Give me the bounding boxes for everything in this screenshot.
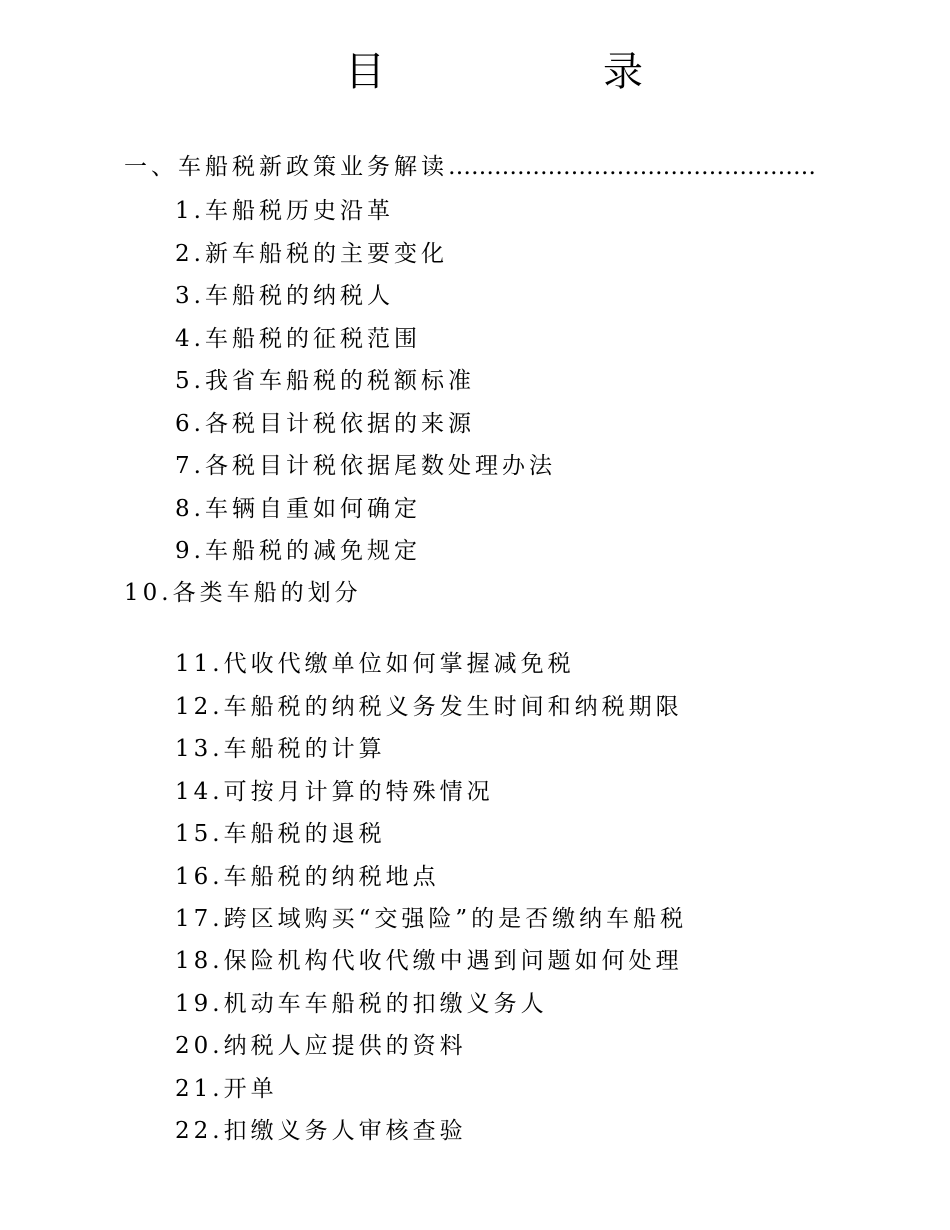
title-char-mu: 目	[345, 49, 385, 95]
toc-item-10[interactable]: 10.各类车船的划分	[124, 580, 362, 606]
toc-item-7[interactable]: 7.各税目计税依据尾数处理办法	[175, 453, 556, 479]
toc-item-16[interactable]: 16.车船税的纳税地点	[175, 864, 440, 890]
toc-item-17[interactable]: 17.跨区域购买“交强险”的是否缴纳车船税	[175, 906, 688, 932]
toc-item-13[interactable]: 13.车船税的计算	[175, 736, 386, 762]
toc-item-22[interactable]: 22.扣缴义务人审核查验	[175, 1118, 467, 1144]
title-char-lu: 录	[603, 49, 643, 95]
toc-item-9[interactable]: 9.车船税的减免规定	[175, 538, 421, 564]
toc-item-21[interactable]: 21.开单	[175, 1076, 278, 1102]
toc-item-11[interactable]: 11.代收代缴单位如何掌握减免税	[175, 651, 575, 677]
toc-section-1[interactable]	[124, 152, 816, 182]
toc-item-19[interactable]: 19.机动车车船税的扣缴义务人	[175, 991, 548, 1017]
toc-item-1[interactable]: 1.车船税历史沿革	[175, 198, 394, 224]
toc-item-4[interactable]: 4.车船税的征税范围	[175, 326, 421, 352]
toc-item-6[interactable]: 6.各税目计税依据的来源	[175, 411, 475, 437]
toc-item-8[interactable]: 8.车辆自重如何确定	[175, 496, 421, 522]
toc-item-12[interactable]: 12.车船税的纳税义务发生时间和纳税期限	[175, 694, 683, 720]
toc-item-14[interactable]: 14.可按月计算的特殊情况	[175, 779, 494, 805]
toc-item-20[interactable]: 20.纳税人应提供的资料	[175, 1033, 467, 1059]
toc-item-3[interactable]: 3.车船税的纳税人	[175, 283, 394, 309]
toc-section-1-label: 一、车船税新政策业务解读	[124, 154, 448, 180]
toc-item-15[interactable]: 15.车船税的退税	[175, 821, 386, 847]
toc-leader-dots: …………………………………………	[448, 154, 816, 180]
toc-item-2[interactable]: 2.新车船税的主要变化	[175, 241, 448, 267]
toc-item-18[interactable]: 18.保险机构代收代缴中遇到问题如何处理	[175, 948, 683, 974]
toc-item-5[interactable]: 5.我省车船税的税额标准	[175, 368, 475, 394]
